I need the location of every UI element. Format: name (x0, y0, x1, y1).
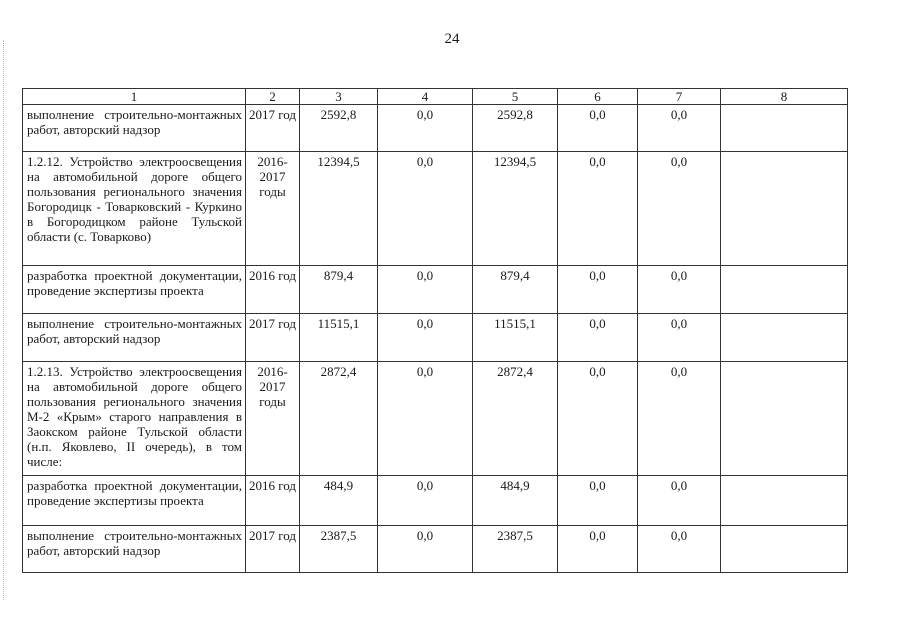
page-number: 24 (444, 31, 460, 47)
row-year: 2016-2017 годы (246, 362, 300, 476)
column-header: 7 (638, 89, 721, 105)
table-row (23, 152, 848, 266)
row-col3: 12394,5 (300, 152, 378, 266)
row-year: 2017 год (246, 105, 300, 152)
column-header: 3 (300, 89, 378, 105)
scan-edge-line (3, 40, 5, 600)
row-col3: 879,4 (300, 266, 378, 314)
row-col4: 0,0 (378, 314, 473, 362)
row-col7: 0,0 (638, 362, 721, 476)
row-col7: 0,0 (638, 526, 721, 573)
row-description: выполнение строительно-монтажных работ, авторский надзор (23, 105, 246, 152)
row-col4: 0,0 (378, 266, 473, 314)
row-year: 2016 год (246, 266, 300, 314)
row-col5: 2872,4 (473, 362, 558, 476)
row-year: 2017 год (246, 314, 300, 362)
column-header: 2 (246, 89, 300, 105)
table-row (23, 362, 848, 476)
row-col4: 0,0 (378, 526, 473, 573)
row-col7: 0,0 (638, 476, 721, 526)
table-row (23, 526, 848, 573)
row-col4: 0,0 (378, 476, 473, 526)
row-col5: 2592,8 (473, 105, 558, 152)
row-col6: 0,0 (558, 476, 638, 526)
table-row (23, 314, 848, 362)
table-header-row (23, 89, 848, 105)
row-description: 1.2.13. Устройство электроосвещения на автомобильной дороге общего пользования регионального значения М-2 «Крым» старого направления в Заокском районе Тульской области (н.п. Яковлево, II очередь), в том числе: (23, 362, 246, 476)
row-description: разработка проектной документации, проведение экспертизы проекта (23, 266, 246, 314)
row-col8 (721, 266, 848, 314)
row-description: выполнение строительно-монтажных работ, авторский надзор (23, 314, 246, 362)
row-col3: 2872,4 (300, 362, 378, 476)
row-col6: 0,0 (558, 266, 638, 314)
table-row (23, 476, 848, 526)
row-description: 1.2.12. Устройство электроосвещения на автомобильной дороге общего пользования регионального значения Богородицк - Товарковский - Куркино в Богородицком районе Тульской области (с. Товарково) (23, 152, 246, 266)
column-header: 8 (721, 89, 848, 105)
row-col8 (721, 362, 848, 476)
column-header: 5 (473, 89, 558, 105)
row-year: 2016 год (246, 476, 300, 526)
row-year: 2017 год (246, 526, 300, 573)
row-col7: 0,0 (638, 314, 721, 362)
row-col8 (721, 152, 848, 266)
row-col8 (721, 476, 848, 526)
row-col5: 2387,5 (473, 526, 558, 573)
row-col4: 0,0 (378, 362, 473, 476)
row-col6: 0,0 (558, 526, 638, 573)
row-col8 (721, 526, 848, 573)
row-col8 (721, 105, 848, 152)
column-header: 6 (558, 89, 638, 105)
row-col6: 0,0 (558, 152, 638, 266)
row-col4: 0,0 (378, 152, 473, 266)
table-row (23, 266, 848, 314)
row-col5: 12394,5 (473, 152, 558, 266)
row-col3: 484,9 (300, 476, 378, 526)
row-col4: 0,0 (378, 105, 473, 152)
column-header: 4 (378, 89, 473, 105)
row-col6: 0,0 (558, 362, 638, 476)
budget-table (22, 88, 848, 573)
row-description: разработка проектной документации, проведение экспертизы проекта (23, 476, 246, 526)
row-col6: 0,0 (558, 314, 638, 362)
row-col7: 0,0 (638, 266, 721, 314)
row-year: 2016-2017 годы (246, 152, 300, 266)
column-header: 1 (23, 89, 246, 105)
row-col7: 0,0 (638, 105, 721, 152)
row-col7: 0,0 (638, 152, 721, 266)
table-row (23, 105, 848, 152)
row-col6: 0,0 (558, 105, 638, 152)
row-col3: 2592,8 (300, 105, 378, 152)
row-col3: 11515,1 (300, 314, 378, 362)
row-col5: 11515,1 (473, 314, 558, 362)
row-col5: 484,9 (473, 476, 558, 526)
row-description: выполнение строительно-монтажных работ, авторский надзор (23, 526, 246, 573)
row-col3: 2387,5 (300, 526, 378, 573)
row-col8 (721, 314, 848, 362)
row-col5: 879,4 (473, 266, 558, 314)
